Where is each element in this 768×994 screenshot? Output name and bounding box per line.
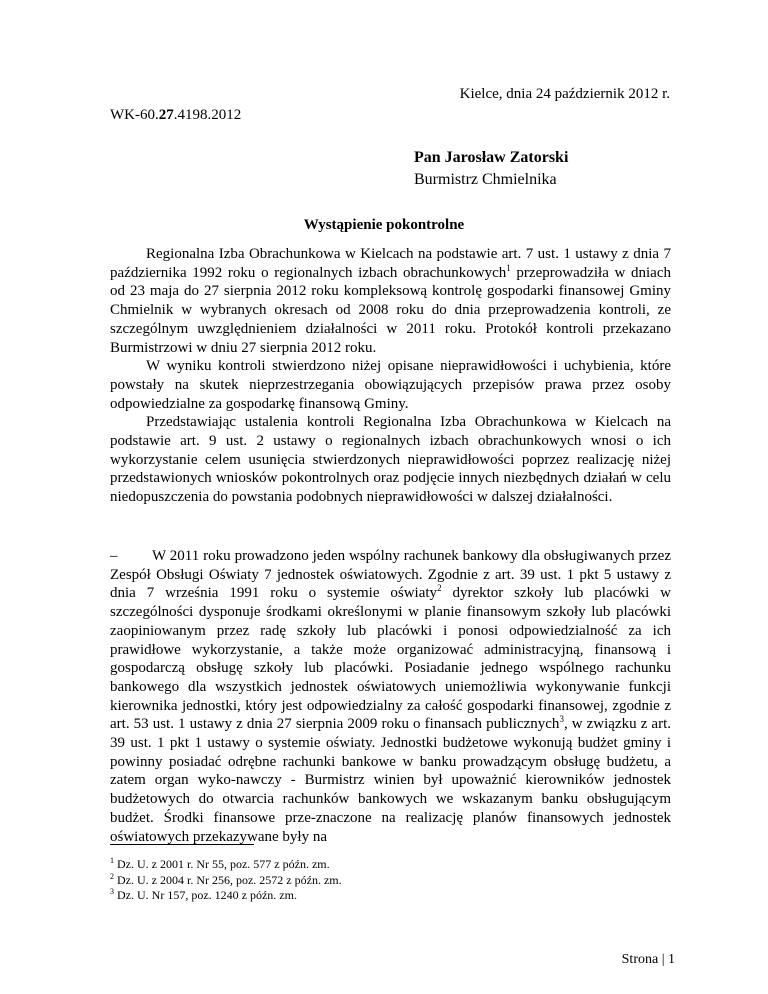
footnote-2: $^2$ Dz. U. z 2004 r. Nr 256, poz. 2572 z późn. zm. xyxy=(110,871,342,887)
footnote-separator xyxy=(110,844,254,845)
paragraph-3: Przedstawiając ustalenia kontroli Regionalna Izba Obrachunkowa w Kielcach na podstawie art. 9 ust. 2 ustawy o regionalnych izbach obrachunkowych wnosi o ich wykorzystanie celem usunięcia stwierdzonych nieprawidłowości poprzez realizację niżej przedstawionych wniosków pokontrolnych oraz podjęcie innych niezbędnych działań w celu niedopuszczenia do powstania podobnych nieprawidłowości w dalszej działalności. xyxy=(110,414,671,506)
intro-paragraphs xyxy=(110,245,671,507)
paragraph-1: Regionalna Izba Obrachunkowa w Kielcach na podstawie art. 7 ust. 1 ustawy z dnia 7 października 1992 roku o regionalnych izbach obrachunkowych$^1$ przeprowadziła w dniach od 23 maja do 27 sierpnia 2012 roku kompleksową kontrolę gospodarki finansowej Gminy Chmielnik w wybranych okresach od 2008 roku do dnia przeprowadzenia kontroli, ze szczególnym uwzględnieniem działalności w 2011 roku. Protokół kontroli przekazano Burmistrzowi w dniu 27 sierpnia 2012 roku. xyxy=(110,246,672,356)
footnotes xyxy=(110,857,342,904)
list-dash: – xyxy=(110,548,118,564)
addressee-name: Pan Jarosław Zatorski xyxy=(414,149,569,166)
finding-paragraph: – W 2011 roku prowadzono jeden wspólny rachunek bankowy dla obsługiwanych przez Zespół Obsługi Oświaty 7 jednostek oświatowych. Zgodnie z art. 39 ust. 1 pkt 5 ustawy z dnia 7 września 1991 roku o systemie oświaty$^2$ dyrektor szkoły lub placówki w szczególności dysponuje środkami określonymi w planie finansowym szkoły lub placówki zaopiniowanym przez radę szkoły lub placówki i ponosi odpowiedzialność za ich prawidłowe wykorzystanie, a także może organizować administracyjną, finansową i gospodarczą obsługę szkoły lub placówki. Posiadanie jednego wspólnego rachunku bankowego dla wszystkich jednostek oświatowych uniemożliwia wykonywanie funkcji kierownika jednostki, który jest odpowiedzialny za całość gospodarki finansowej, zgodnie z art. 53 ust. 1 ustawy z dnia 27 sierpnia 2009 roku o finansach publicznych$^3$, w związku z art. 39 ust. 1 pkt 1 ustawy o systemie oświaty. Jednostki budżetowe wykonują budżet gminy i powinny posiadać odrębne rachunki bankowe w banku prowadzącym obsługę budżetu, a zatem organ wyko-nawczy - Burmistrz winien był upoważnić kierowników jednostek budżetowych do otwarcia rachunków bankowych we wskazanym banku obsługującym budżet. Środki finansowe prze-znaczone na realizację planów finansowych jednostek oświatowych przekazywane były na xyxy=(110,548,672,845)
reference-number xyxy=(110,107,241,124)
addressee xyxy=(414,147,568,191)
document-heading: Wystąpienie pokontrolne xyxy=(303,217,465,233)
page-number: Strona | 1 xyxy=(621,952,675,967)
footnote-1: $^1$ Dz. U. z 2001 r. Nr 55, poz. 577 z późn. zm. xyxy=(110,856,330,871)
reference-prefix: WK-60. xyxy=(110,107,159,123)
place-and-date: Kielce, dnia 24 październik 2012 r. xyxy=(459,86,670,102)
finding-section xyxy=(110,547,671,846)
footnote-3: $^3$ Dz. U. Nr 157, poz. 1240 z późn. zm. xyxy=(110,887,297,903)
footnote-ref-1: 1 xyxy=(506,262,511,273)
footnote-ref-3: 3 xyxy=(559,714,564,725)
addressee-position: Burmistrz Chmielnika xyxy=(414,171,557,188)
footnote-ref-2: 2 xyxy=(437,583,442,594)
reference-suffix: .4198.2012 xyxy=(173,107,242,123)
reference-bold: 27 xyxy=(158,107,174,123)
paragraph-2: W wyniku kontroli stwierdzono niżej opisane nieprawidłowości i uchybienia, które powstały na skutek nieprzestrzegania obowiązujących przepisów prawa przez osoby odpowiedzialne za gospodarkę finansową Gminy. xyxy=(110,358,671,412)
